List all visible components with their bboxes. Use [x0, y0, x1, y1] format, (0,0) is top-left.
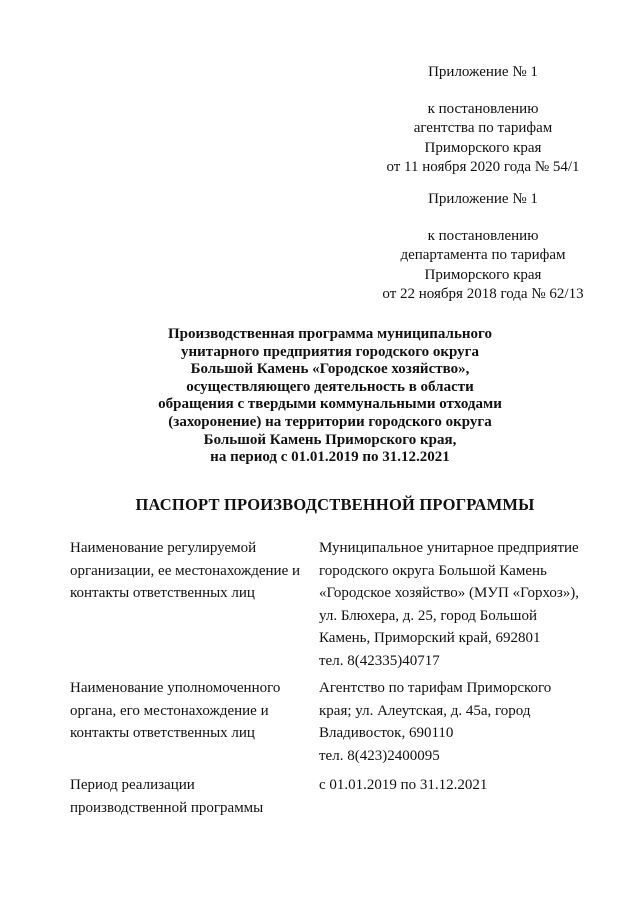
attachment-line: Приморского края [424, 266, 542, 283]
value-line: с 01.01.2019 по 31.12.2021 [319, 777, 488, 793]
value-line: Муниципальное унитарное предприятие [319, 540, 579, 556]
label-line: Период реализации [70, 777, 195, 793]
label-line: органа, его местонахождение и [70, 702, 269, 719]
program-title [110, 326, 550, 467]
attachment-label: Приложение № 1 [428, 191, 538, 207]
title-line: унитарного предприятия городского округа [181, 343, 479, 360]
attachment-line: департамента по тарифам [400, 247, 566, 263]
attachment-line: к постановлению [427, 100, 539, 117]
label-line: контакты ответственных лиц [70, 725, 255, 741]
attachment-line: к постановлению [427, 227, 539, 244]
attachment-line: от 11 ноября 2020 года № 54/1 [386, 159, 580, 175]
attachment-line: Приморского края [424, 139, 542, 156]
value-line: края; ул. Алеутская, д. 45а, город [319, 702, 531, 719]
passport-row-label [70, 537, 310, 605]
attachment-current-block [378, 63, 588, 178]
passport-row-value [319, 537, 609, 672]
passport-heading: ПАСПОРТ ПРОИЗВОДСТВЕННОЙ ПРОГРАММЫ [135, 495, 535, 514]
passport-row-label [70, 677, 310, 745]
value-line: ул. Блюхера, д. 25, город Большой [319, 607, 537, 624]
passport-row-label [70, 774, 310, 819]
attachment-label: Приложение № 1 [428, 64, 538, 80]
attachment-line: агентства по тарифам [413, 120, 553, 136]
value-line: Агентство по тарифам Приморского [319, 680, 552, 696]
passport-row-value [319, 774, 609, 797]
attachment-original-block [378, 190, 588, 305]
label-line: Наименование регулируемой [70, 540, 257, 556]
attachment-line: от 22 ноября 2018 года № 62/13 [382, 286, 584, 302]
label-line: производственной программы [70, 799, 264, 816]
title-line: Большой Камень «Городское хозяйство», [190, 361, 470, 378]
label-line: контакты ответственных лиц [70, 585, 255, 601]
label-line: организации, ее местонахождение и [70, 562, 301, 579]
value-line: Камень, Приморский край, 692801 [319, 630, 541, 646]
title-line: осуществляющего деятельность в области [186, 378, 474, 395]
label-line: Наименование уполномоченного [70, 680, 281, 696]
value-line: «Городское хозяйство» (МУП «Горхоз»), [319, 585, 580, 601]
title-line: обращения с твердыми коммунальными отходами [158, 396, 502, 413]
passport-row-value [319, 677, 609, 767]
value-line: тел. 8(42335)40717 [319, 652, 440, 669]
title-line: (захоронение) на территории городского округа [168, 413, 492, 430]
title-line: Большой Камень Приморского края, [203, 431, 457, 448]
title-line: Производственная программа муниципального [168, 326, 492, 342]
value-line: тел. 8(423)2400095 [319, 747, 440, 764]
value-line: Владивосток, 690110 [319, 725, 454, 741]
value-line: городского округа Большой Камень [319, 562, 547, 579]
title-line: на период с 01.01.2019 по 31.12.2021 [210, 449, 450, 466]
